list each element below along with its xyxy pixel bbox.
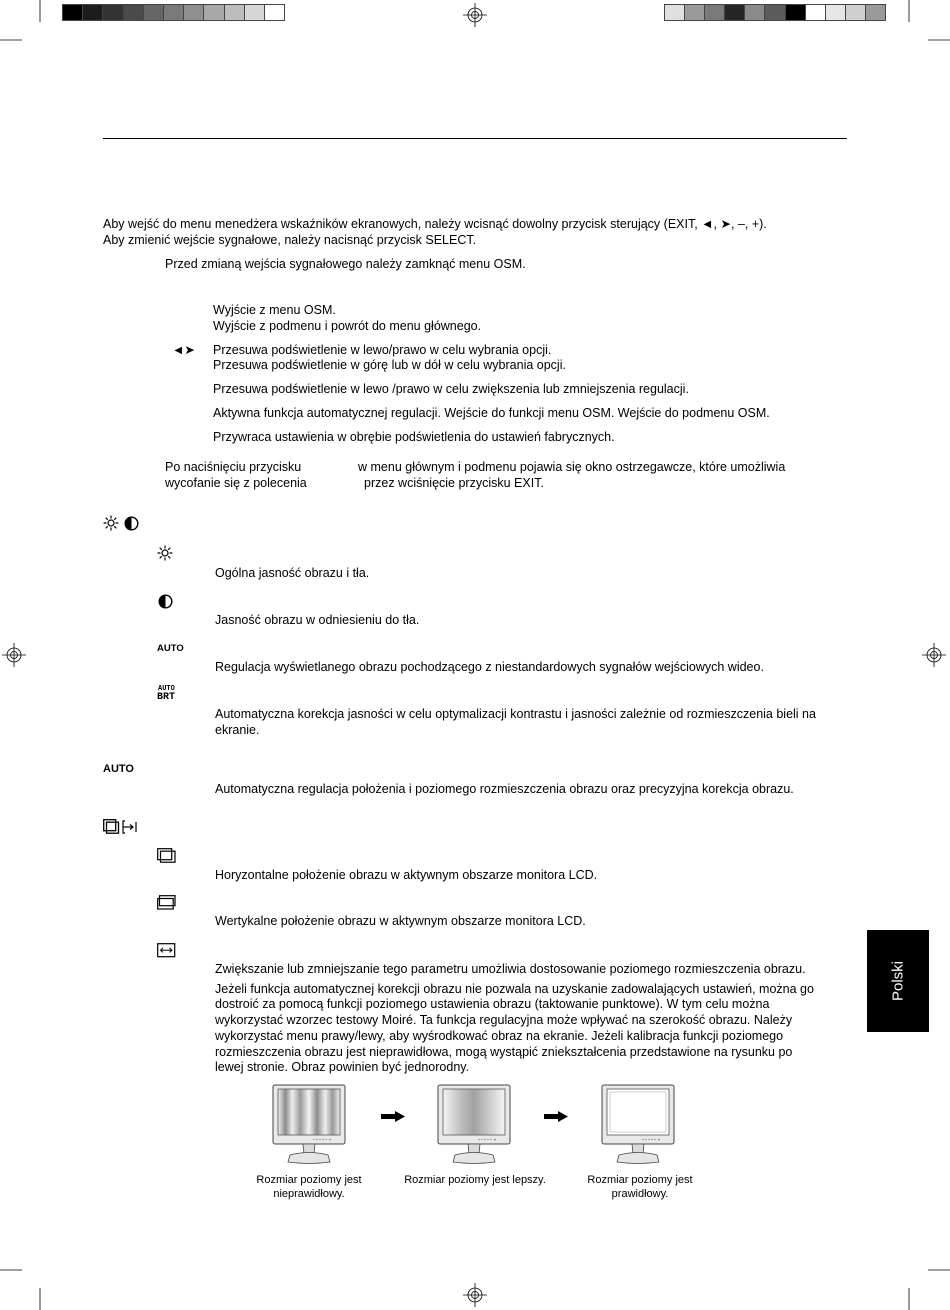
contrast-icon — [124, 516, 139, 531]
reset-warning-text: Po naciśnięciu przycisku — [165, 460, 302, 474]
color-bar-cell — [846, 5, 866, 20]
auto-brightness-icon: AUTO — [158, 685, 175, 693]
color-bar-cell — [225, 5, 245, 20]
auto-icon: AUTO — [157, 643, 184, 654]
color-bar-cell — [103, 5, 123, 20]
key-minus-plus-description: Przesuwa podświetlenie w lewo /prawo w celu zwiększenia lub zmniejszenia regulacji. — [213, 382, 689, 396]
color-bar-cell — [245, 5, 265, 20]
h-size-detail-line: dostroić za pomocą funkcji poziomego ustawienia obrazu (taktowanie punktowe). W tym celu można — [215, 997, 770, 1011]
caption-line: nieprawidłowy. — [273, 1188, 345, 1200]
color-bar-cell — [63, 5, 83, 20]
caption-line: Rozmiar poziomy jest lepszy. — [404, 1174, 546, 1186]
caption-line: Rozmiar poziomy jest — [256, 1174, 362, 1186]
language-tab-label: Polski — [889, 960, 907, 1002]
color-bar-cell — [124, 5, 144, 20]
sun-icon — [103, 515, 119, 531]
key-exit-description: Wyjście z menu OSM. — [213, 303, 336, 317]
h-size-detail-line: lewej stronie. Obraz powinien być jednorodny. — [215, 1060, 470, 1074]
reset-warning-text: w menu głównym i podmenu pojawia się okno ostrzegawcze, które umożliwia — [358, 460, 786, 474]
registration-target-top — [463, 3, 487, 27]
auto-brightness-description: ekranie. — [215, 723, 260, 737]
color-bar-cell — [786, 5, 806, 20]
right-arrow-icon — [381, 1111, 406, 1122]
h-size-description: Zwiększanie lub zmniejszanie tego parametru umożliwia dostosowanie poziomego rozmieszczenia obrazu. — [215, 962, 806, 976]
registration-target-bottom — [463, 1283, 487, 1307]
left-right-arrows-icon: ◄➤ — [172, 343, 195, 357]
color-bar-cell — [765, 5, 785, 20]
auto-brightness-description: Automatyczna korekcja jasności w celu optymalizacji kontrastu i jasności zależnie od rozmieszczenia bieli na — [215, 707, 816, 721]
auto-adjust-description: Regulacja wyświetlanego obrazu pochodzącego z niestandardowych sygnałów wejściowych wideo. — [215, 660, 764, 674]
h-size-detail-line: wykorzystać menu prawy/lewy, aby wyśrodkować obraz na ekranie. Jeżeli kalibracja funkcji poziomego — [215, 1029, 784, 1043]
reset-warning-text: przez wciśnięcie przycisku EXIT. — [364, 476, 544, 490]
monitor-screen — [607, 1089, 669, 1135]
monitor-base — [617, 1153, 659, 1164]
v-position-description: Wertykalne położenie obrazu w aktywnym obszarze monitora LCD. — [215, 914, 586, 928]
language-tab — [867, 930, 929, 1032]
color-bar-cell — [164, 5, 184, 20]
key-exit-description: Wyjście z podmenu i powrót do menu głównego. — [213, 319, 482, 333]
contrast-description: Jasność obrazu w odniesieniu do tła. — [215, 613, 420, 627]
reset-warning-text: wycofanie się z polecenia — [165, 476, 307, 490]
monitor-illustration-correct — [601, 1084, 677, 1166]
monitor-screen — [278, 1089, 340, 1135]
h-size-detail-line: rozmieszczenia obrazu jest nieprawidłowa, mogą wystąpić zniekształcenia przedstawione na rysunku po — [215, 1045, 793, 1059]
registration-color-bar-right — [664, 4, 886, 21]
color-bar-cell — [705, 5, 725, 20]
h-size-detail-line: wykorzystać wzorzec testowy Moiré. Ta funkcja regulacyjna może wpływać na szerokość obrazu. Należy — [215, 1013, 793, 1027]
right-arrow-icon — [544, 1111, 569, 1122]
brightness-description: Ogólna jasność obrazu i tła. — [215, 566, 370, 580]
h-size-icon — [157, 943, 176, 958]
position-icon — [103, 819, 120, 834]
monitor-illustration-better — [437, 1084, 513, 1166]
registration-color-bar-left — [62, 4, 285, 21]
auto-brightness-icon: BRT — [157, 692, 176, 703]
caption-line: Rozmiar poziomy jest — [587, 1174, 693, 1186]
color-bar-cell — [806, 5, 826, 20]
color-bar-cell — [83, 5, 103, 20]
key-select-description: Aktywna funkcja automatycznej regulacji. Wejście do funkcji menu OSM. Wejście do podmenu OSM. — [213, 406, 770, 420]
intro-line: Aby zmienić wejście sygnałowe, należy nacisnąć przycisk SELECT. — [103, 233, 477, 247]
auto-section-description: Automatyczna regulacja położenia i poziomego rozmieszczenia obrazu oraz precyzyjna korekcja obrazu. — [215, 782, 794, 796]
contrast-icon — [158, 594, 173, 609]
sun-icon — [157, 545, 173, 561]
intro-line: Aby wejść do menu menedżera wskaźników ekranowych, należy wcisnąć dowolny przycisk sterujący (EXIT, ◄, ➤, –, +). — [103, 217, 767, 231]
color-bar-cell — [665, 5, 685, 20]
monitor-illustration-incorrect — [272, 1084, 348, 1166]
figure-caption-correct — [570, 1173, 710, 1201]
registration-target-left — [2, 643, 26, 667]
monitor-base — [453, 1153, 495, 1164]
color-bar-cell — [265, 5, 284, 20]
color-bar-cell — [826, 5, 846, 20]
h-size-detail-line: Jeżeli funkcja automatycznej korekcji obrazu nie pozwala na uzyskanie zadowalających ustawień, można go — [215, 982, 814, 996]
color-bar-cell — [866, 5, 885, 20]
key-reset-description: Przywraca ustawienia w obrębie podświetlenia do ustawień fabrycznych. — [213, 430, 615, 444]
auto-section-icon: AUTO — [103, 763, 134, 775]
monitor-screen — [443, 1089, 505, 1135]
monitor-base — [288, 1153, 330, 1164]
color-bar-cell — [745, 5, 765, 20]
h-position-icon — [157, 848, 176, 863]
color-bar-cell — [204, 5, 224, 20]
v-position-icon — [157, 895, 176, 910]
registration-target-right — [922, 643, 946, 667]
figure-caption-incorrect — [239, 1173, 379, 1201]
color-bar-cell — [725, 5, 745, 20]
key-arrows-description: Przesuwa podświetlenie w lewo/prawo w celu wybrania opcji. — [213, 343, 552, 357]
figure-caption-better — [390, 1173, 560, 1187]
color-bar-cell — [184, 5, 204, 20]
caption-line: prawidłowy. — [611, 1188, 669, 1200]
h-position-description: Horyzontalne położenie obrazu w aktywnym obszarze monitora LCD. — [215, 868, 598, 882]
input-change-note: Przed zmianą wejścia sygnałowego należy zamknąć menu OSM. — [165, 257, 526, 271]
color-bar-cell — [685, 5, 705, 20]
h-size-icon — [122, 820, 138, 834]
key-arrows-description: Przesuwa podświetlenie w górę lub w dół w celu wybrania opcji. — [213, 358, 566, 372]
color-bar-cell — [144, 5, 164, 20]
header-rule — [103, 138, 847, 139]
